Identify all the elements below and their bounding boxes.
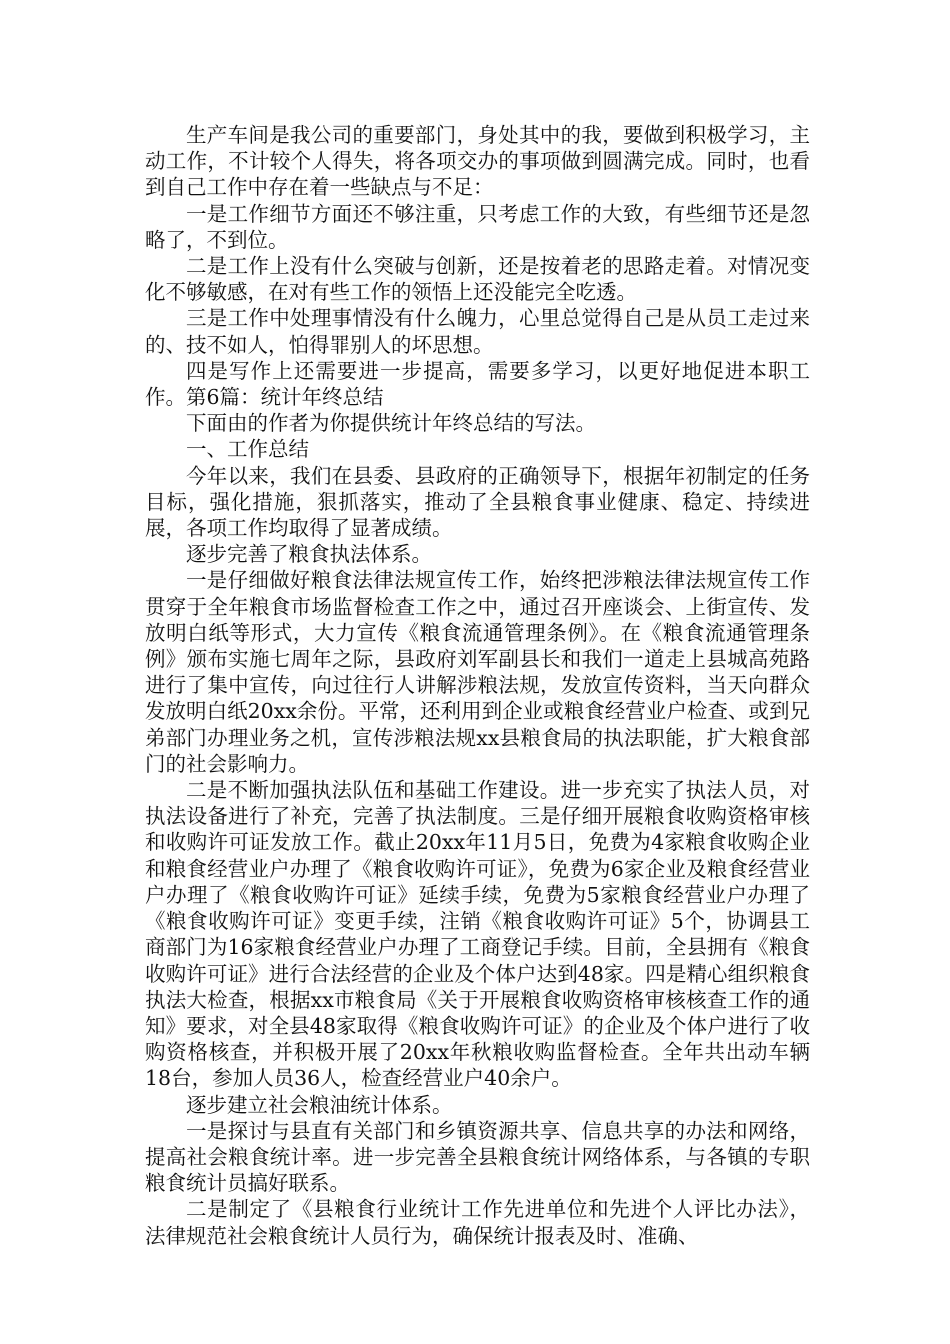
paragraph: 二是不断加强执法队伍和基础工作建设。进一步充实了执法人员，对执法设备进行了补充，完善了执法制度。三是仔细开展粮食收购资格审核和收购许可证发放工作。截止20xx年11月5日，免费为4家粮食收购企业和粮食经营业户办理了《粮食收购许可证》，免费为6家企业及粮食经营业户办理了《粮食收购许可证》延续手续，免费为5家粮食经营业户办理了《粮食收购许可证》变更手续，注销《粮食收购许可证》5个，协调县工商部门为16家粮食经营业户办理了工商登记手续。目前，全县拥有《粮食收购许可证》进行合法经营的企业及个体户达到48家。四是精心组织粮食执法大检查，根据xx市粮食局《关于开展粮食收购资格审核核查工作的通知》要求，对全县48家取得《粮食收购许可证》的企业及个体户进行了收购资格核查，并积极开展了20xx年秋粮收购监督检查。全年共出动车辆18台，参加人员36人，检查经营业户40余户。	[145, 778, 810, 1091]
subsection-heading: 逐步完善了粮食执法体系。	[186, 542, 432, 567]
subsection-heading: 逐步建立社会粮油统计体系。	[186, 1092, 453, 1117]
paragraph: 二是制定了《县粮食行业统计工作先进单位和先进个人评比办法》，法律规范社会粮食统计人员行为，确保统计报表及时、准确、	[145, 1197, 810, 1248]
paragraph: 下面由的作者为你提供统计年终总结的写法。	[186, 411, 596, 436]
document-body	[145, 122, 810, 1249]
section-heading: 一、工作总结	[186, 437, 309, 462]
paragraph: 二是工作上没有什么突破与创新，还是按着老的思路走着。对情况变化不够敏感，在对有些工作的领悟上还没能完全吃透。	[145, 254, 810, 305]
paragraph: 四是写作上还需要进一步提高，需要多学习，以更好地促进本职工作。第6篇：统计年终总结	[145, 358, 810, 410]
paragraph: 生产车间是我公司的重要部门，身处其中的我，要做到积极学习，主动工作，不计较个人得失，将各项交办的事项做到圆满完成。同时，也看到自己工作中存在着一些缺点与不足：	[145, 123, 810, 200]
paragraph: 一是探讨与县直有关部门和乡镇资源共享、信息共享的办法和网络，提高社会粮食统计率。进一步完善全县粮食统计网络体系，与各镇的专职粮食统计员搞好联系。	[145, 1118, 810, 1196]
paragraph: 三是工作中处理事情没有什么魄力，心里总觉得自己是从员工走过来的、技不如人，怕得罪别人的坏思想。	[145, 306, 810, 357]
paragraph: 一是仔细做好粮食法律法规宣传工作，始终把涉粮法律法规宣传工作贯穿于全年粮食市场监督检查工作之中，通过召开座谈会、上街宣传、发放明白纸等形式，大力宣传《粮食流通管理条例》。在《粮食流通管理条例》颁布实施七周年之际，县政府刘军副县长和我们一道走上县城高苑路进行了集中宣传，向过往行人讲解涉粮法规，发放宣传资料，当天向群众发放明白纸20xx余份。平常，还利用到企业或粮食经营业户检查、或到兄弟部门办理业务之机，宣传涉粮法规xx县粮食局的执法职能，扩大粮食部门的社会影响力。	[145, 568, 810, 776]
paragraph: 一是工作细节方面还不够注重，只考虑工作的大致，有些细节还是忽略了，不到位。	[145, 201, 810, 252]
paragraph: 今年以来，我们在县委、县政府的正确领导下，根据年初制定的任务目标，强化措施，狠抓落实，推动了全县粮食事业健康、稳定、持续进展，各项工作均取得了显著成绩。	[145, 463, 810, 541]
